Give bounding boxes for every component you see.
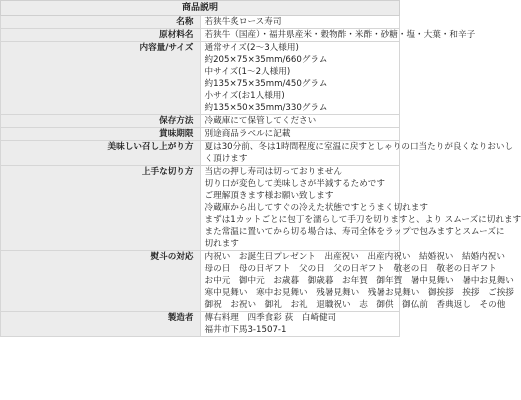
value-line: 福井市下馬3-1507-1 [204, 325, 287, 335]
table-row [1, 141, 400, 166]
value-line: 別途商品ラベルに記載 [204, 129, 291, 139]
value-line: まずは1カットごとに包丁を濡らして手刀を切りますと、より スムーズに切れます [204, 215, 521, 225]
value-line: 傳右料理 四季食彩 荻 白崎健司 [204, 313, 337, 323]
value-line: 夏は30分前、冬は1時間程度に室温に戻すとしゃりの口当たりが良くなりおいし [204, 142, 514, 152]
row-label: 保存方法 [1, 115, 201, 128]
table-row [1, 115, 400, 128]
row-label: 熨斗の対応 [1, 251, 201, 312]
row-value [200, 166, 521, 251]
row-label: 原材料名 [1, 29, 201, 42]
value-line: 寒中見舞い 寒中お見舞い 残暑見舞い 残暑お見舞い 御挨拶 挨拶 ご挨拶 [204, 288, 514, 298]
value-line: 切れます [204, 239, 239, 249]
row-value [200, 16, 400, 29]
value-line: 小サイズ(お1人様用) [204, 91, 285, 101]
row-label: 名称 [1, 16, 201, 29]
value-line: 御祝 お祝い 御礼 お礼 退職祝い 志 御供 御仏前 香典返し その他 [204, 300, 506, 310]
table-row [1, 312, 400, 337]
value-line: お中元 御中元 お歳暮 御歳暮 お年賀 御年賀 暑中見舞い 暑中お見舞い [204, 276, 514, 286]
table-row [1, 42, 400, 115]
value-line: 冷蔵庫から出してすぐの冷えた状態ですとうまく切れます [204, 203, 428, 213]
table-row [1, 29, 400, 42]
row-value [200, 128, 400, 141]
value-line: 中サイズ(1〜2人様用) [204, 67, 291, 77]
row-label: 製造者 [1, 312, 201, 337]
value-line: ご理解頂きます様お願い致します [204, 191, 334, 201]
table-row [1, 166, 400, 251]
row-value [200, 115, 400, 128]
value-line: 切り口が変色して美味しさが半減するためです [204, 179, 385, 189]
value-line: 冷蔵庫にて保管してください [204, 116, 317, 126]
table-row [1, 16, 400, 29]
table-row [1, 128, 400, 141]
value-line: 母の日 母の日ギフト 父の日 父の日ギフト 敬老の日 敬老の日ギフト [204, 264, 497, 274]
table-row [1, 251, 400, 312]
row-label: 上手な切り方 [1, 166, 201, 251]
row-label: 美味しい召し上がり方 [1, 141, 201, 166]
value-line: 約135×75×35mm/450グラム [204, 79, 328, 89]
row-value [200, 29, 476, 42]
value-line: 約135×50×35mm/330グラム [204, 103, 328, 113]
value-line: 若狭牛（国産）・福井県産米・穀物酢・米酢・砂糖・塩・大葉・和辛子 [204, 30, 476, 40]
row-value [200, 251, 514, 312]
row-label: 内容量/サイズ [1, 42, 201, 115]
table-title: 商品説明 [1, 1, 400, 16]
value-line: 内祝い お誕生日プレゼント 出産祝い 出産内祝い 結婚祝い 結婚内祝い [204, 252, 505, 262]
value-line: く頂けます [204, 154, 248, 164]
row-label: 賞味期限 [1, 128, 201, 141]
table-title-row [1, 1, 400, 16]
value-line: 当店の押し寿司は切っておりません [204, 167, 343, 177]
row-value [200, 312, 400, 337]
row-value [200, 141, 514, 166]
value-line: 若狭牛炙ロース寿司 [204, 17, 282, 27]
value-line: また常温に置いてから切る場合は、寿司全体をラップで包みますとスムーズに [204, 227, 505, 237]
value-line: 約205×75×35mm/660グラム [204, 55, 328, 65]
row-value [200, 42, 400, 115]
value-line: 通常サイズ(2〜3人様用) [204, 43, 299, 53]
